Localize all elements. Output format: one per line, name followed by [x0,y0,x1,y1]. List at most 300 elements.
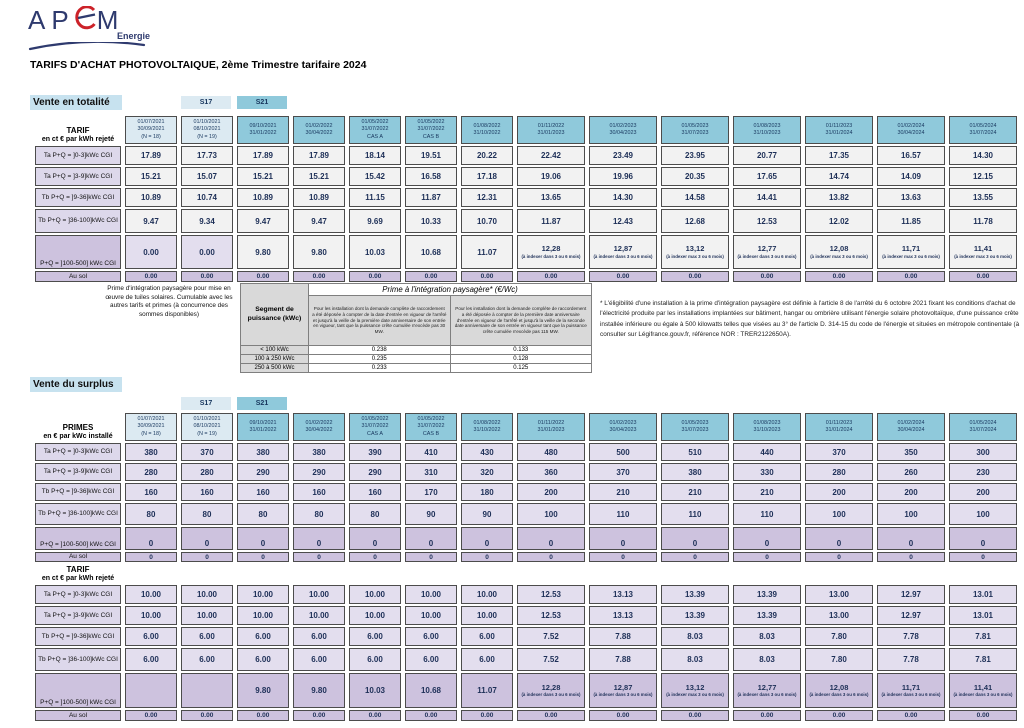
value-cell: 13.13 [589,606,657,625]
value-cell: 280 [805,463,873,481]
value-cell: 0 [181,552,233,562]
value-cell: 0.00 [405,271,457,282]
value-cell: 17.65 [733,167,801,186]
table-vente-surplus-primes [35,413,1017,562]
period-column [237,564,289,721]
value-cell: 380 [237,443,289,461]
value-cell: 500 [589,443,657,461]
row-label: Ta P+Q = ]3-9]kWc CGI [35,463,121,481]
period-column [125,413,177,562]
value-cell: 13.39 [661,606,729,625]
table-title-line: en ct € par kWh rejeté [41,574,115,582]
value-cell: 14.09 [877,167,945,186]
value-cell: 6.00 [237,648,289,671]
value-cell: 13.63 [877,188,945,207]
value-cell [125,673,177,708]
value-cell: 6.00 [461,627,513,646]
value-cell: 360 [517,463,585,481]
value-cell: 6.00 [237,627,289,646]
value-cell: 80 [125,503,177,525]
value-main: 11,41 [973,244,993,254]
value-cell [949,235,1017,269]
value-cell: 13.39 [733,606,801,625]
period-header: 01/05/2022 31/07/2022 CAS A [349,116,401,144]
badge-s17: S17 [181,96,231,109]
value-cell: 10.00 [461,606,513,625]
prime-segment-header: Segment de puissance (kWc) [241,284,309,346]
value-cell: 10.89 [125,188,177,207]
row-label-column [35,413,121,562]
period-column [349,116,401,282]
value-note: (à indexer max 3 ou 6 mois) [666,253,724,259]
period-header: 01/02/2022 30/04/2022 [293,413,345,441]
value-cell [589,235,657,269]
prime-segment-cell: 100 à 250 kWc [241,355,309,364]
value-cell: 12.53 [733,209,801,233]
value-cell: 13.39 [733,585,801,604]
period-header: 01/08/2023 31/10/2023 [733,116,801,144]
period-column [661,564,729,721]
value-cell: 300 [949,443,1017,461]
period-header: 09/10/2021 31/01/2022 [237,116,289,144]
value-cell: 10.00 [237,606,289,625]
value-cell: 380 [125,443,177,461]
prime-segment-cell: 250 à 500 kWc [241,364,309,373]
value-cell: 0 [293,527,345,550]
period-header: 01/02/2024 30/04/2024 [877,116,945,144]
period-header: 01/02/2022 30/04/2022 [293,116,345,144]
period-header: 01/11/2023 31/01/2024 [805,413,873,441]
value-cell: 7.52 [517,648,585,671]
value-cell: 17.18 [461,167,513,186]
value-note: (à indexer dans 3 ou 6 mois) [593,253,653,259]
value-cell: 10.00 [237,585,289,604]
value-cell: 380 [293,443,345,461]
value-cell: 16.58 [405,167,457,186]
header-spacer [237,564,289,583]
value-cell: 13.13 [589,585,657,604]
value-cell: 10.68 [405,235,457,269]
value-cell [589,673,657,708]
period-column [237,413,289,562]
value-cell: 100 [949,503,1017,525]
value-cell: 160 [181,483,233,501]
value-cell: 6.00 [405,648,457,671]
value-cell: 0 [877,552,945,562]
value-cell [661,673,729,708]
value-main: 13,12 [685,682,705,692]
period-header: 01/02/2023 30/04/2023 [589,413,657,441]
value-cell: 0 [661,552,729,562]
period-column [589,413,657,562]
prime-table-title: Prime à l'intégration paysagère* (€/Wc) [309,284,592,296]
value-cell: 0 [125,552,177,562]
value-cell [517,673,585,708]
period-column [237,116,289,282]
row-label: Tb P+Q = ]36-100]kWc CGI [35,209,121,233]
value-cell: 17.89 [293,146,345,165]
prime-value-period1: 0.238 [309,346,451,355]
value-cell: 12.53 [517,585,585,604]
value-cell: 11.87 [405,188,457,207]
value-cell: 0 [589,527,657,550]
value-cell: 15.07 [181,167,233,186]
logo-swoosh [28,42,146,51]
value-note: (à indexer dans 3 ou 6 mois) [521,692,581,698]
value-cell: 0.00 [877,271,945,282]
value-cell: 10.00 [405,585,457,604]
value-cell: 10.00 [293,585,345,604]
value-cell: 160 [293,483,345,501]
period-header: 09/10/2021 31/01/2022 [237,413,289,441]
value-cell: 0 [125,527,177,550]
value-cell: 10.74 [181,188,233,207]
value-cell: 200 [877,483,945,501]
value-cell: 310 [405,463,457,481]
value-cell: 0 [949,552,1017,562]
period-column [517,116,585,282]
value-cell: 90 [461,503,513,525]
value-cell: 9.80 [237,235,289,269]
value-cell: 0.00 [949,710,1017,721]
value-main: 11,71 [901,682,921,692]
row-label: P+Q = ]100-500] kWc CGI [35,235,121,269]
value-cell: 100 [805,503,873,525]
value-cell: 10.00 [125,585,177,604]
value-note: (à indexer dans 3 ou 6 mois) [881,692,941,698]
row-label: P+Q = ]100-500] kWc CGI [35,673,121,708]
value-note: (à indexer dans 3 ou 6 mois) [521,253,581,259]
value-main: 12,87 [613,682,633,692]
value-cell: 13.39 [661,585,729,604]
value-cell: 0.00 [877,710,945,721]
header-spacer [733,564,801,583]
value-cell: 6.00 [349,627,401,646]
value-main: 12,08 [829,244,849,254]
value-cell: 8.03 [661,627,729,646]
period-column [733,413,801,562]
value-cell: 160 [349,483,401,501]
value-cell: 0.00 [805,271,873,282]
value-cell: 0 [733,527,801,550]
value-cell: 370 [589,463,657,481]
value-cell: 430 [461,443,513,461]
value-cell: 0.00 [349,271,401,282]
value-cell: 12.43 [589,209,657,233]
value-cell: 160 [125,483,177,501]
period-column [461,116,513,282]
value-cell: 0 [461,527,513,550]
value-cell: 0.00 [461,271,513,282]
prime-value-period1: 0.235 [309,355,451,364]
period-header: 01/05/2022 31/07/2022 CAS B [405,413,457,441]
prime-paysagere-table [240,283,592,373]
value-main: 11,41 [973,682,993,692]
period-column [293,564,345,721]
value-cell: 10.00 [293,606,345,625]
value-cell: 17.89 [125,146,177,165]
row-label: Ta P+Q = ]0-3]kWc CGI [35,146,121,165]
value-cell: 510 [661,443,729,461]
value-cell: 9.34 [181,209,233,233]
value-main: 12,77 [757,682,777,692]
value-cell: 0.00 [237,271,289,282]
value-cell: 210 [661,483,729,501]
period-column [517,564,585,721]
value-note: (à indexer dans 3 ou 6 mois) [809,692,869,698]
value-cell: 0 [349,552,401,562]
period-header: 01/05/2024 31/07/2024 [949,413,1017,441]
table-title-line: PRIMES [62,423,94,433]
value-cell: 8.03 [733,648,801,671]
value-cell: 370 [805,443,873,461]
value-cell: 9.80 [237,673,289,708]
value-cell: 6.00 [125,627,177,646]
value-cell: 290 [293,463,345,481]
value-cell: 200 [805,483,873,501]
period-column [949,564,1017,721]
value-cell: 0.00 [181,235,233,269]
period-header: 01/05/2023 31/07/2023 [661,413,729,441]
value-cell: 6.00 [461,648,513,671]
row-label: Au sol [35,710,121,721]
value-cell: 10.03 [349,673,401,708]
table-vente-surplus-tarif [35,564,1017,721]
row-label: Tb P+Q = ]9-36]kWc CGI [35,627,121,646]
row-label: Au sol [35,271,121,282]
period-column [733,564,801,721]
badge-s21-surplus: S21 [237,397,287,410]
value-note: (à indexer dans 3 ou 6 mois) [593,692,653,698]
prime-period2-header: Pour les installation dont la demande complète de raccordement a été déposée à compter de la première date anniversaire d'entrée en vigueur de l'arrêté et jusqu'à la veille de la seconde date anniversaire de son entrée en vigueur tant que la puissance crête cumulée n'excède pas 115 MW. [450,296,592,346]
value-cell: 12.68 [661,209,729,233]
value-cell: 290 [349,463,401,481]
value-cell: 10.68 [405,673,457,708]
period-column [349,413,401,562]
period-header: 01/11/2022 31/01/2023 [517,116,585,144]
value-cell: 410 [405,443,457,461]
value-cell: 6.00 [181,627,233,646]
value-cell: 19.96 [589,167,657,186]
period-column [877,413,945,562]
value-cell: 0.00 [181,271,233,282]
apem-logo [28,6,158,51]
value-cell: 7.88 [589,627,657,646]
prime-value-period2: 0.125 [450,364,592,373]
value-cell: 23.95 [661,146,729,165]
value-cell: 7.88 [589,648,657,671]
value-cell: 16.57 [877,146,945,165]
value-cell: 0.00 [181,710,233,721]
value-cell: 350 [877,443,945,461]
period-header: 01/02/2023 30/04/2023 [589,116,657,144]
value-cell: 320 [461,463,513,481]
header-spacer [949,564,1017,583]
value-cell [805,673,873,708]
period-column [125,564,177,721]
value-cell: 0 [949,527,1017,550]
table-title-line: en € par kWc installé [43,432,113,440]
value-cell [877,673,945,708]
value-cell: 9.80 [293,673,345,708]
prime-paysagere-note: Prime d'intégration paysagère pour mise en œuvre de tuiles solaires. Cumulable avec les autres tarifs et primes (à concurrence des sommes disponibles) [105,285,233,318]
row-label: Tb P+Q = ]9-36]kWc CGI [35,483,121,501]
value-cell: 160 [237,483,289,501]
value-cell: 14.30 [949,146,1017,165]
value-cell: 10.00 [349,606,401,625]
value-cell: 0.00 [661,710,729,721]
value-cell: 260 [877,463,945,481]
value-cell [733,235,801,269]
period-header: 01/08/2023 31/10/2023 [733,413,801,441]
value-cell: 80 [293,503,345,525]
value-cell: 0 [517,552,585,562]
value-cell: 210 [733,483,801,501]
value-cell: 0 [805,527,873,550]
value-note: (à indexer dans 3 ou 6 mois) [737,692,797,698]
value-cell: 0.00 [461,710,513,721]
prime-table-row [241,364,592,373]
prime-value-period1: 0.233 [309,364,451,373]
period-column [661,413,729,562]
value-cell: 12.31 [461,188,513,207]
value-cell: 100 [517,503,585,525]
value-cell: 13.00 [805,606,873,625]
period-column [349,564,401,721]
period-column [405,564,457,721]
value-cell: 0.00 [949,271,1017,282]
value-cell: 10.00 [181,606,233,625]
value-cell: 6.00 [125,648,177,671]
value-cell: 0 [517,527,585,550]
period-header: 01/07/2021 30/09/2021 (N = 18) [125,116,177,144]
value-main: 12,77 [757,244,777,254]
period-column [877,116,945,282]
table-title [35,413,121,441]
value-cell: 0 [589,552,657,562]
value-main: 13,12 [685,244,705,254]
period-header: 01/10/2021 08/10/2021 (N = 19) [181,116,233,144]
value-cell: 14.58 [661,188,729,207]
value-cell: 10.89 [293,188,345,207]
page-title: TARIFS D'ACHAT PHOTOVOLTAIQUE, 2ème Trimestre tarifaire 2024 [30,59,367,71]
value-cell: 0.00 [733,271,801,282]
value-cell: 200 [949,483,1017,501]
period-header: 01/07/2021 30/09/2021 (N = 18) [125,413,177,441]
row-label: Ta P+Q = ]3-9]kWc CGI [35,606,121,625]
prime-segment-cell: < 100 kWc [241,346,309,355]
period-header: 01/08/2022 31/10/2022 [461,413,513,441]
table-title-line: TARIF [66,126,90,136]
header-spacer [661,564,729,583]
value-cell: 13.82 [805,188,873,207]
value-cell: 10.03 [349,235,401,269]
header-spacer [877,564,945,583]
row-label: Ta P+Q = ]3-9]kWc CGI [35,167,121,186]
value-cell: 230 [949,463,1017,481]
value-cell: 8.03 [661,648,729,671]
value-cell: 0 [349,527,401,550]
value-cell: 11.78 [949,209,1017,233]
value-main: 12,28 [541,244,561,254]
value-cell: 110 [733,503,801,525]
period-column [805,564,873,721]
value-cell: 0.00 [293,271,345,282]
value-cell: 14.41 [733,188,801,207]
value-cell: 9.69 [349,209,401,233]
value-cell: 10.00 [461,585,513,604]
value-cell: 6.00 [405,627,457,646]
value-cell: 7.52 [517,627,585,646]
value-cell: 9.47 [125,209,177,233]
period-header: 01/08/2022 31/10/2022 [461,116,513,144]
value-cell: 11.07 [461,235,513,269]
value-cell: 9.80 [293,235,345,269]
value-cell: 0 [237,527,289,550]
value-note: (à indexer max 3 ou 6 mois) [810,253,868,259]
period-column [181,116,233,282]
value-cell [661,235,729,269]
value-cell: 6.00 [181,648,233,671]
period-header: 01/05/2022 31/07/2022 CAS A [349,413,401,441]
value-cell: 0 [661,527,729,550]
value-note: (à indexer max 3 ou 6 mois) [882,253,940,259]
value-cell: 110 [589,503,657,525]
value-cell: 15.21 [293,167,345,186]
value-cell: 9.47 [293,209,345,233]
value-cell: 380 [661,463,729,481]
period-column [949,116,1017,282]
badge-s21: S21 [237,96,287,109]
value-cell: 13.01 [949,585,1017,604]
period-header: 01/05/2022 31/07/2022 CAS B [405,116,457,144]
period-header: 01/11/2023 31/01/2024 [805,116,873,144]
value-cell: 11.87 [517,209,585,233]
value-cell: 0.00 [237,710,289,721]
logo-letter-m: M [96,4,125,35]
value-cell: 15.21 [125,167,177,186]
period-header: 01/11/2022 31/01/2023 [517,413,585,441]
value-cell: 390 [349,443,401,461]
prime-table-row [241,346,592,355]
value-cell: 11.85 [877,209,945,233]
value-cell: 15.21 [237,167,289,186]
value-cell: 12.97 [877,585,945,604]
value-note: (à indexer max 3 ou 6 mois) [666,692,724,698]
period-column [733,116,801,282]
logo-letters-ap: AP [28,4,75,35]
value-cell: 12.53 [517,606,585,625]
row-label-column [35,116,121,282]
row-label-column [35,564,121,721]
value-cell: 290 [237,463,289,481]
period-column [181,564,233,721]
prime-value-period2: 0.128 [450,355,592,364]
header-spacer [461,564,513,583]
header-spacer [589,564,657,583]
value-cell: 0.00 [733,710,801,721]
value-cell: 17.73 [181,146,233,165]
value-cell: 110 [661,503,729,525]
row-label: P+Q = ]100-500] kWc CGI [35,527,121,550]
value-cell: 180 [461,483,513,501]
value-cell: 23.49 [589,146,657,165]
value-cell: 170 [405,483,457,501]
value-note: (à indexer dans 3 ou 6 mois) [737,253,797,259]
period-column [405,413,457,562]
value-main: 11,71 [901,244,921,254]
period-column [589,116,657,282]
